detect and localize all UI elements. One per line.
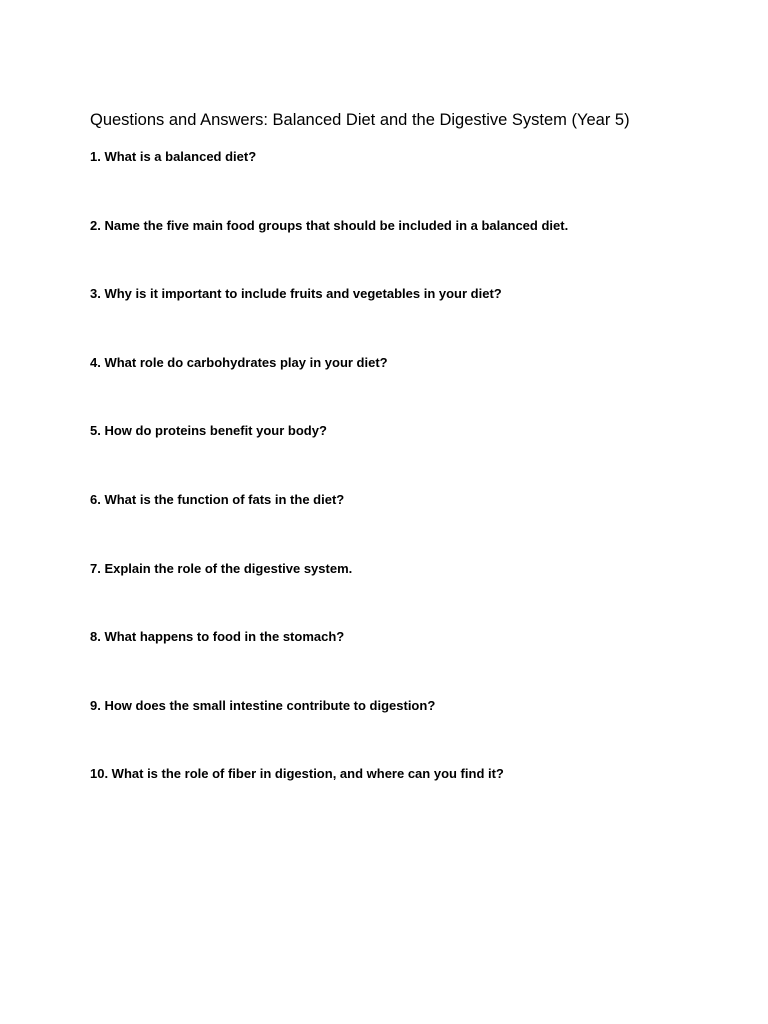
question-6: 6. What is the function of fats in the diet? bbox=[90, 491, 345, 507]
question-1: 1. What is a balanced diet? bbox=[90, 149, 257, 164]
question-8: 8. What happens to food in the stomach? bbox=[90, 629, 345, 645]
document-title: Questions and Answers: Balanced Diet and the Digestive System (Year 5) bbox=[90, 111, 630, 129]
question-7: 7. Explain the role of the digestive system. bbox=[90, 560, 353, 576]
question-list bbox=[90, 148, 568, 834]
question-4: 4. What role do carbohydrates play in your diet? bbox=[90, 354, 388, 370]
question-3: 3. Why is it important to include fruits and vegetables in your diet? bbox=[90, 286, 502, 302]
question-10: 10. What is the role of fiber in digestion, and where can you find it? bbox=[90, 766, 504, 782]
question-5: 5. How do proteins benefit your body? bbox=[90, 423, 327, 439]
question-9: 9. How does the small intestine contribute to digestion? bbox=[90, 697, 436, 713]
question-2: 2. Name the five main food groups that should be included in a balanced diet. bbox=[90, 217, 569, 233]
